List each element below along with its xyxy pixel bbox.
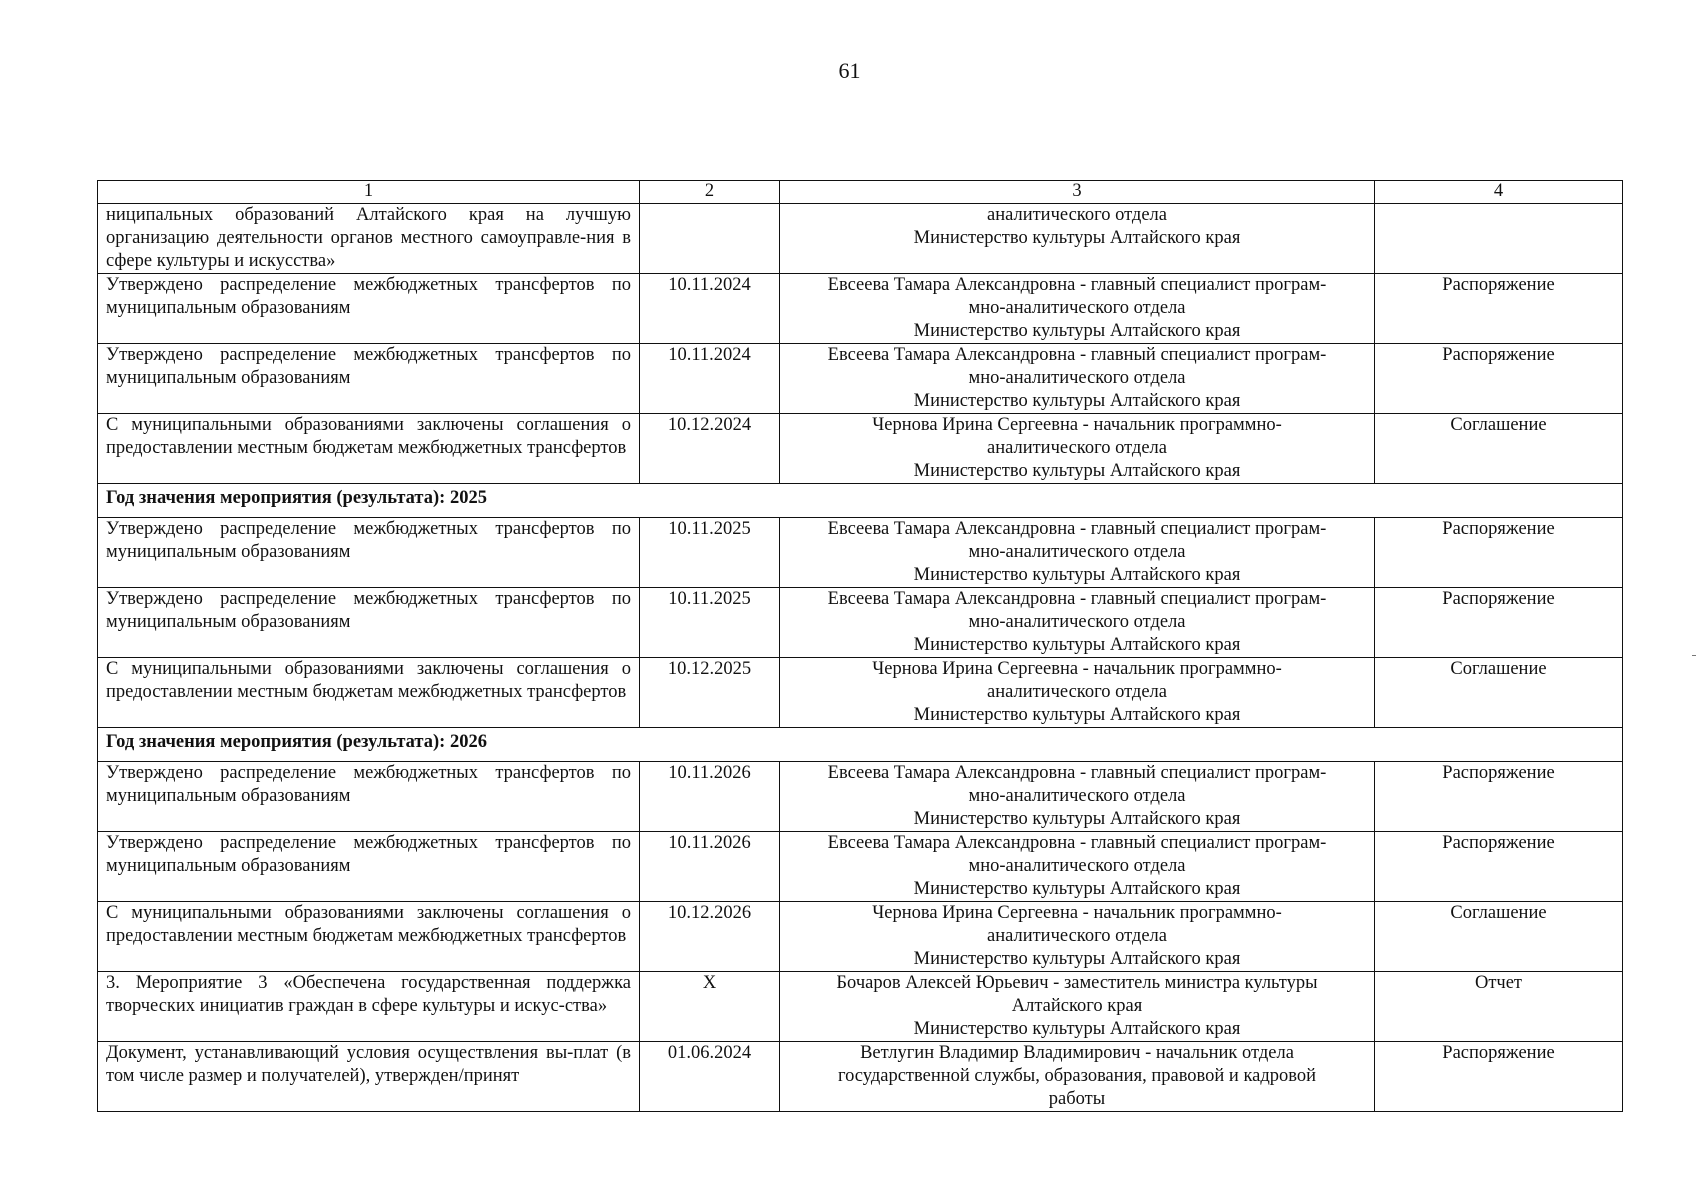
document-type: Распоряжение (1375, 588, 1623, 658)
responsible-line: Министерство культуры Алтайского края (913, 321, 1241, 341)
responsible-line: Министерство культуры Алтайского края (913, 809, 1241, 829)
table-row (98, 204, 1623, 274)
column-number: 2 (640, 181, 780, 204)
responsible-line: Чернова Ирина Сергеевна - начальник программно- (872, 415, 1282, 435)
event-description: Утверждено распределение межбюджетных трансфертов по муниципальным образованиям (98, 274, 640, 344)
due-date: Х (640, 972, 780, 1042)
responsible-line: аналитического отдела (986, 438, 1167, 458)
responsible-line: Бочаров Алексей Юрьевич - заместитель министра культуры (836, 973, 1318, 993)
event-description: С муниципальными образованиями заключены соглашения о предоставлении местным бюджетам межбюджетных трансфертов (98, 902, 640, 972)
responsible-person (780, 414, 1375, 484)
scan-mark (1692, 655, 1696, 656)
table-row (98, 972, 1623, 1042)
responsible-line: мно-аналитического отдела (968, 542, 1186, 562)
responsible-person (780, 658, 1375, 728)
plan-table (97, 180, 1623, 1112)
table-row (98, 902, 1623, 972)
responsible-person (780, 588, 1375, 658)
responsible-line: Министерство культуры Алтайского края (913, 391, 1241, 411)
responsible-person (780, 762, 1375, 832)
year-heading-row (98, 484, 1623, 518)
responsible-person (780, 274, 1375, 344)
due-date: 10.12.2025 (640, 658, 780, 728)
responsible-line: мно-аналитического отдела (968, 856, 1186, 876)
due-date: 10.12.2024 (640, 414, 780, 484)
responsible-line: Евсеева Тамара Александровна - главный специалист програм- (827, 589, 1327, 609)
column-number: 1 (98, 181, 640, 204)
due-date: 10.11.2025 (640, 518, 780, 588)
responsible-line: Министерство культуры Алтайского края (913, 1019, 1241, 1039)
responsible-line: аналитического отдела (986, 205, 1167, 225)
table-row (98, 588, 1623, 658)
responsible-line: Министерство культуры Алтайского края (913, 635, 1241, 655)
responsible-line: Ветлугин Владимир Владимирович - начальник отдела (860, 1043, 1294, 1063)
event-description: Документ, устанавливающий условия осуществления вы-плат (в том числе размер и получателей), утвержден/принят (98, 1042, 640, 1112)
responsible-line: Евсеева Тамара Александровна - главный специалист програм- (827, 275, 1327, 295)
responsible-line: аналитического отдела (986, 926, 1167, 946)
column-number-row (98, 181, 1623, 204)
responsible-line: государственной службы, образования, правовой и кадровой (837, 1066, 1317, 1086)
responsible-line: Министерство культуры Алтайского края (913, 705, 1241, 725)
responsible-line: мно-аналитического отдела (968, 298, 1186, 318)
year-heading: Год значения мероприятия (результата): 2026 (98, 728, 1623, 762)
responsible-line: Министерство культуры Алтайского края (913, 879, 1241, 899)
due-date: 10.11.2024 (640, 344, 780, 414)
year-heading-row (98, 728, 1623, 762)
table-row (98, 518, 1623, 588)
due-date: 10.11.2026 (640, 832, 780, 902)
table-row (98, 832, 1623, 902)
responsible-person (780, 972, 1375, 1042)
responsible-line: аналитического отдела (986, 682, 1167, 702)
responsible-line: мно-аналитического отдела (968, 612, 1186, 632)
responsible-line: Евсеева Тамара Александровна - главный специалист програм- (827, 833, 1327, 853)
document-type: Распоряжение (1375, 274, 1623, 344)
due-date: 10.11.2026 (640, 762, 780, 832)
due-date: 01.06.2024 (640, 1042, 780, 1112)
responsible-line: мно-аналитического отдела (968, 786, 1186, 806)
responsible-line: Алтайского края (1011, 996, 1143, 1016)
table-row (98, 344, 1623, 414)
due-date (640, 204, 780, 274)
document-type: Соглашение (1375, 902, 1623, 972)
event-description: Утверждено распределение межбюджетных трансфертов по муниципальным образованиям (98, 518, 640, 588)
document-type: Отчет (1375, 972, 1623, 1042)
responsible-line: Евсеева Тамара Александровна - главный специалист програм- (827, 519, 1327, 539)
column-number: 3 (780, 181, 1375, 204)
responsible-line: Чернова Ирина Сергеевна - начальник программно- (872, 659, 1282, 679)
table-body (98, 181, 1623, 1112)
event-description: С муниципальными образованиями заключены соглашения о предоставлении местным бюджетам межбюджетных трансфертов (98, 414, 640, 484)
table-row (98, 414, 1623, 484)
document-type (1375, 204, 1623, 274)
document-type: Распоряжение (1375, 832, 1623, 902)
responsible-line: Министерство культуры Алтайского края (913, 461, 1241, 481)
column-number: 4 (1375, 181, 1623, 204)
event-description: ниципальных образований Алтайского края на лучшую организацию деятельности органов местного самоуправле-ния в сфере культуры и искусства» (98, 204, 640, 274)
document-type: Распоряжение (1375, 518, 1623, 588)
table-row (98, 762, 1623, 832)
event-description: 3. Мероприятие 3 «Обеспечена государственная поддержка творческих инициатив граждан в сфере культуры и искус-ства» (98, 972, 640, 1042)
responsible-person (780, 902, 1375, 972)
responsible-line: мно-аналитического отдела (968, 368, 1186, 388)
responsible-person (780, 204, 1375, 274)
responsible-line: Чернова Ирина Сергеевна - начальник программно- (872, 903, 1282, 923)
responsible-line: Министерство культуры Алтайского края (913, 949, 1241, 969)
event-description: Утверждено распределение межбюджетных трансфертов по муниципальным образованиям (98, 588, 640, 658)
table-row (98, 274, 1623, 344)
document-type: Распоряжение (1375, 344, 1623, 414)
due-date: 10.12.2026 (640, 902, 780, 972)
responsible-line: работы (1048, 1089, 1106, 1109)
document-type: Распоряжение (1375, 1042, 1623, 1112)
document-type: Распоряжение (1375, 762, 1623, 832)
responsible-person (780, 1042, 1375, 1112)
event-description: С муниципальными образованиями заключены соглашения о предоставлении местным бюджетам межбюджетных трансфертов (98, 658, 640, 728)
responsible-line: Евсеева Тамара Александровна - главный специалист програм- (827, 345, 1327, 365)
responsible-line: Евсеева Тамара Александровна - главный специалист програм- (827, 763, 1327, 783)
page-number: 61 (838, 58, 861, 83)
event-description: Утверждено распределение межбюджетных трансфертов по муниципальным образованиям (98, 762, 640, 832)
event-description: Утверждено распределение межбюджетных трансфертов по муниципальным образованиям (98, 832, 640, 902)
responsible-line: Министерство культуры Алтайского края (913, 228, 1241, 248)
table-row (98, 658, 1623, 728)
responsible-person (780, 344, 1375, 414)
due-date: 10.11.2024 (640, 274, 780, 344)
document-type: Соглашение (1375, 414, 1623, 484)
due-date: 10.11.2025 (640, 588, 780, 658)
document-type: Соглашение (1375, 658, 1623, 728)
event-description: Утверждено распределение межбюджетных трансфертов по муниципальным образованиям (98, 344, 640, 414)
responsible-person (780, 518, 1375, 588)
year-heading: Год значения мероприятия (результата): 2025 (98, 484, 1623, 518)
responsible-person (780, 832, 1375, 902)
table-row (98, 1042, 1623, 1112)
responsible-line: Министерство культуры Алтайского края (913, 565, 1241, 585)
